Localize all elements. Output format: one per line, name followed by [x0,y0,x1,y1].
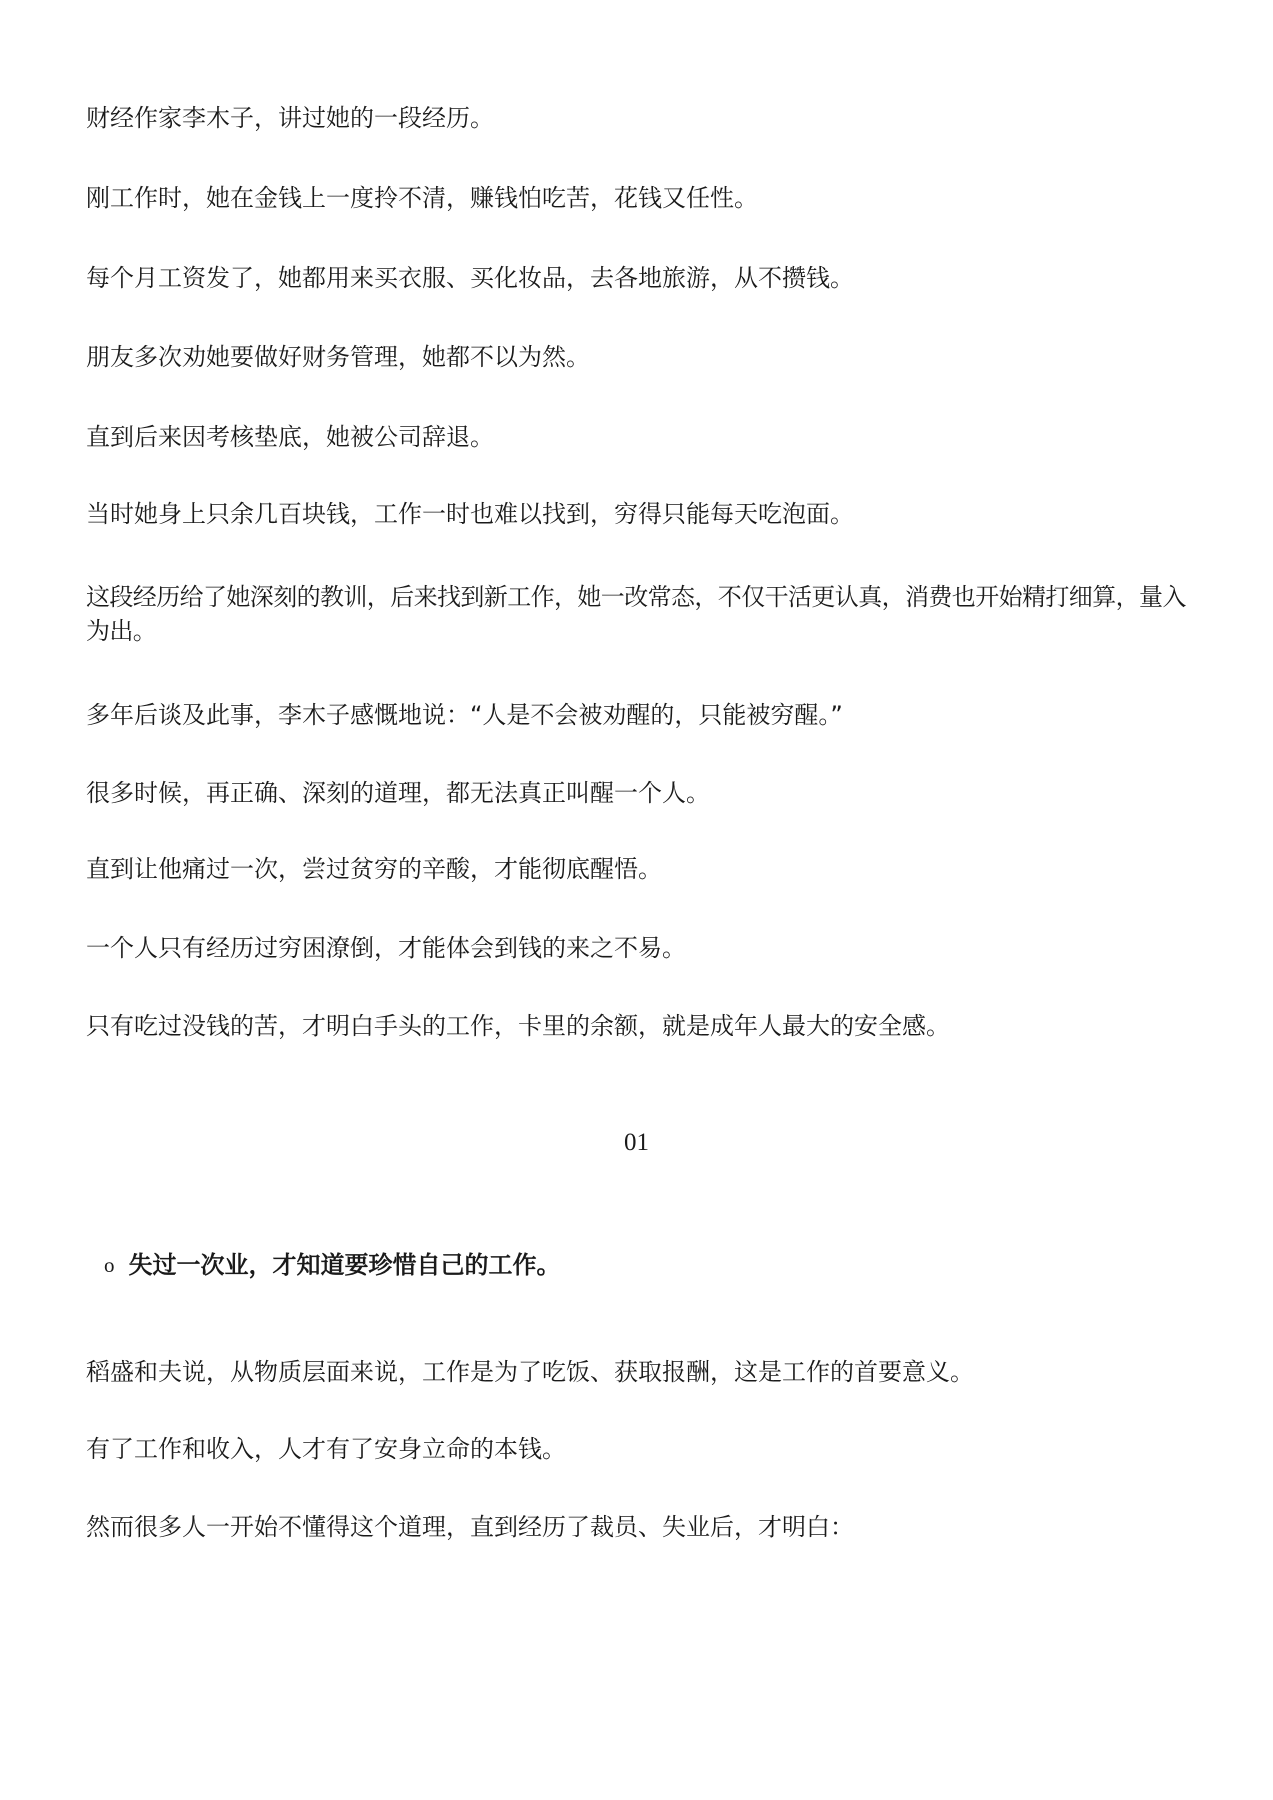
intro-paragraph-9: 很多时候，再正确、深刻的道理，都无法真正叫醒一个人。 [86,779,710,807]
intro-paragraph-4: 朋友多次劝她要做好财务管理，她都不以为然。 [86,343,590,371]
intro-paragraph-6: 当时她身上只余几百块钱，工作一时也难以找到，穷得只能每天吃泡面。 [86,500,854,528]
intro-paragraph-5: 直到后来因考核垫底，她被公司辞退。 [86,423,494,451]
section-heading [104,1247,561,1283]
intro-paragraph-8: 多年后谈及此事，李木子感慨地说：“人是不会被劝醒的，只能被穷醒。” [86,701,843,729]
intro-paragraph-12: 只有吃过没钱的苦，才明白手头的工作，卡里的余额，就是成年人最大的安全感。 [86,1012,950,1040]
intro-paragraph-7: 这段经历给了她深刻的教训，后来找到新工作，她一改常态，不仅干活更认真，消费也开始精打细算，量入为出。 [86,583,1186,645]
intro-paragraph-10: 直到让他痛过一次，尝过贫穷的辛酸，才能彻底醒悟。 [86,855,662,883]
body-paragraph-3: 然而很多人一开始不懂得这个道理，直到经历了裁员、失业后，才明白： [86,1513,854,1541]
intro-paragraph-11: 一个人只有经历过穷困潦倒，才能体会到钱的来之不易。 [86,934,686,962]
intro-paragraph-2: 刚工作时，她在金钱上一度拎不清，赚钱怕吃苦，花钱又任性。 [86,184,758,212]
intro-paragraph-1: 财经作家李木子，讲过她的一段经历。 [86,104,494,132]
section-heading-text: 失过一次业，才知道要珍惜自己的工作。 [128,1251,561,1279]
bullet-marker: o [104,1253,115,1277]
intro-paragraph-3: 每个月工资发了，她都用来买衣服、买化妆品，去各地旅游，从不攒钱。 [86,264,854,292]
body-paragraph-2: 有了工作和收入，人才有了安身立命的本钱。 [86,1435,566,1463]
body-paragraph-1: 稻盛和夫说，从物质层面来说，工作是为了吃饭、获取报酬，这是工作的首要意义。 [86,1358,974,1386]
section-number: 01 [624,1129,649,1156]
